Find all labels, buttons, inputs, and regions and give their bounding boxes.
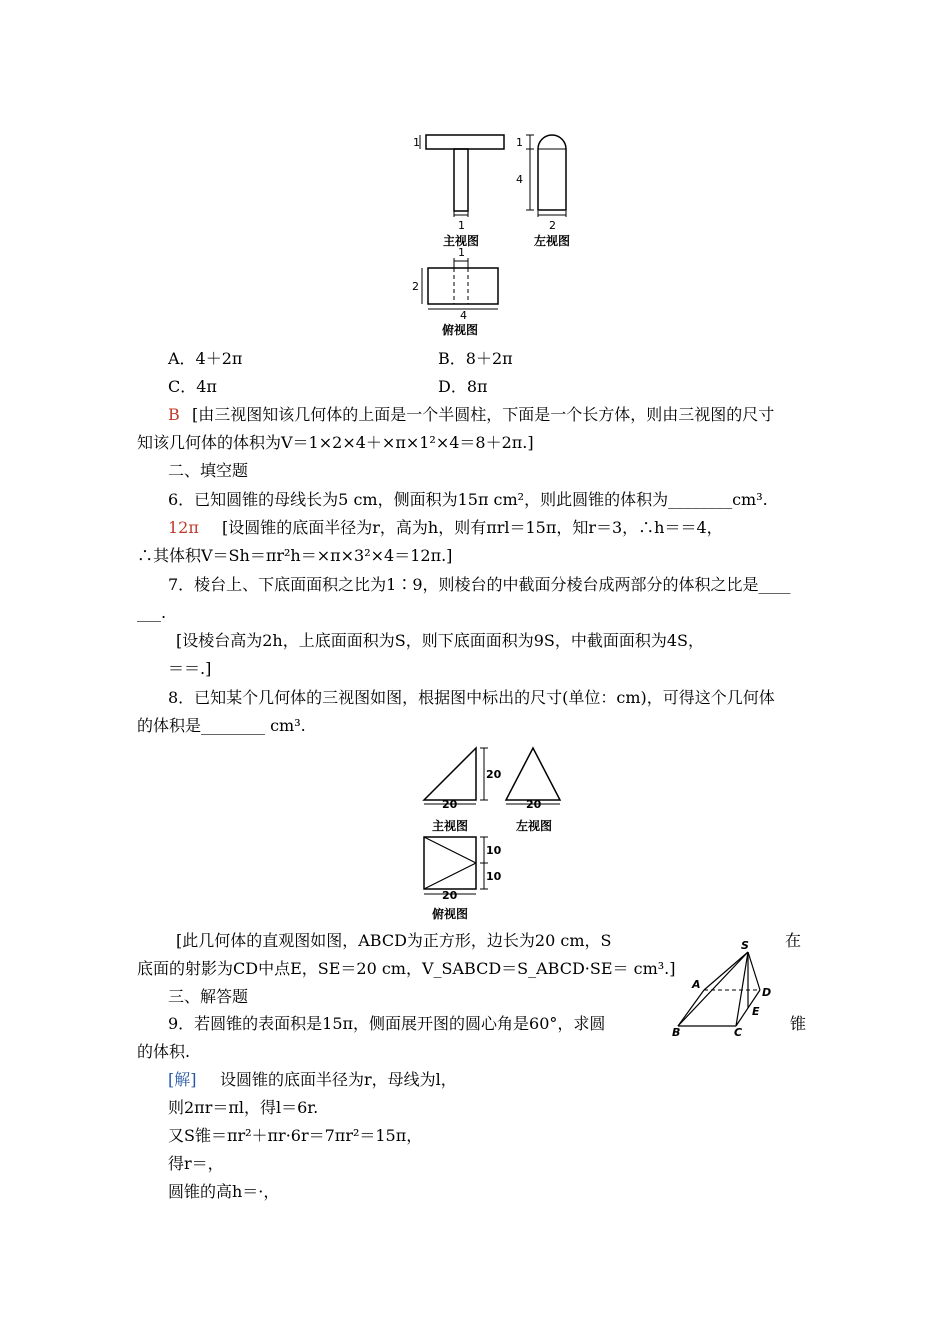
q6-explanation-1: [设圆锥的底面半径为r，高为h，则有πrl＝15π，知r＝3，∴h＝＝4， xyxy=(222,518,723,537)
pt-A: A xyxy=(692,978,701,991)
pt-B: B xyxy=(672,1026,681,1039)
fig2-top-title: 俯视图 xyxy=(432,907,469,921)
q8-explanation-1: [此几何体的直观图如图，ABCD为正方形，边长为20 cm，S xyxy=(176,931,612,950)
section-fill-in: 二、填空题 xyxy=(168,461,249,480)
fig1-top-title: 俯视图 xyxy=(442,323,479,337)
top-view-square xyxy=(424,837,476,889)
side-view-triangle xyxy=(506,748,560,800)
q9-solution-4: 得r＝， xyxy=(168,1154,224,1173)
pt-E: E xyxy=(752,1005,760,1018)
q9-solution-tag: [解] xyxy=(168,1070,197,1089)
fig2-front-title: 主视图 xyxy=(432,819,469,833)
dim-top-width: 4 xyxy=(460,309,467,322)
dim-front-h: 20 xyxy=(486,768,502,781)
option-c: C．4π xyxy=(168,377,217,396)
q9-text-1: 9．若圆锥的表面积是15π，侧面展开图的圆心角是60°，求圆 xyxy=(168,1014,606,1033)
q9-solution-1: 设圆锥的底面半径为r，母线为l， xyxy=(220,1070,457,1089)
front-view-stem xyxy=(454,149,468,211)
top-view-rect xyxy=(428,268,498,304)
q8-text-1: 8．已知某个几何体的三视图如图，根据图中标出的尺寸(单位：cm)，可得这个几何体 xyxy=(168,688,775,707)
dim-front-height: 1 xyxy=(413,136,420,149)
pt-S: S xyxy=(741,939,749,952)
front-view-top-bar xyxy=(426,135,504,149)
q9-solution-2: 则2πr＝πl，得l＝6r. xyxy=(168,1098,319,1117)
front-view-triangle xyxy=(424,748,476,800)
fig1-front-title: 主视图 xyxy=(443,234,480,248)
option-b: B．8＋2π xyxy=(438,349,513,368)
dim-top-inner: 1 xyxy=(458,246,465,259)
figure-pyramid xyxy=(668,938,783,1048)
dim-front-width: 1 xyxy=(458,219,465,232)
dim-side-width: 2 xyxy=(549,219,556,232)
q6-text: 6．已知圆锥的母线长为5 cm，侧面积为15π cm²，则此圆锥的体积为________cm³. xyxy=(168,490,768,509)
fig2-side-title: 左视图 xyxy=(516,819,553,833)
fig1-side-title: 左视图 xyxy=(534,234,571,248)
dim-top-a: 10 xyxy=(486,844,502,857)
dim-top-b: 10 xyxy=(486,870,502,883)
q9-text-2: 的体积. xyxy=(137,1042,191,1061)
q5-explanation-1: [由三视图知该几何体的上面是一个半圆柱，下面是一个长方体，则由三视图的尺寸 xyxy=(192,405,775,424)
q5-explanation-2: 知该几何体的体积为V＝1×2×4＋×π×1²×4＝8＋2π.] xyxy=(137,433,534,452)
dim-top-height: 2 xyxy=(412,280,419,293)
section-answer: 三、解答题 xyxy=(168,987,249,1006)
dim-front-w: 20 xyxy=(442,798,458,811)
dim-side-top: 1 xyxy=(516,136,523,149)
q7-explanation-2: ＝＝.] xyxy=(168,659,212,678)
q9-text-1-end: 锥 xyxy=(790,1014,807,1033)
q8-text-2: 的体积是________ cm³. xyxy=(137,716,306,735)
pt-C: C xyxy=(734,1026,743,1039)
q6-answer: 12π xyxy=(168,518,199,537)
dim-side-mid: 4 xyxy=(516,173,523,186)
q7-explanation-1: [设棱台高为2h，上底面面积为S，则下底面面积为9S，中截面面积为4S， xyxy=(176,631,704,650)
q9-solution-3: 又S锥＝πr²＋πr·6r＝7πr²＝15π， xyxy=(168,1126,423,1145)
q8-explanation-2: 底面的射影为CD中点E，SE＝20 cm，V_SABCD＝S_ABCD·SE＝ cm³.] xyxy=(137,959,676,978)
option-d: D．8π xyxy=(438,377,488,396)
q5-answer: B xyxy=(168,405,180,424)
dim-top-w: 20 xyxy=(442,889,458,902)
q7-text: 7．棱台上、下底面面积之比为1∶9，则棱台的中截面分棱台成两部分的体积之比是____ xyxy=(168,575,791,594)
q8-explanation-1-end: 在 xyxy=(785,931,802,950)
pt-D: D xyxy=(762,986,772,999)
q7-text-2: ___. xyxy=(137,603,167,622)
option-a: A．4＋2π xyxy=(168,349,243,368)
q9-solution-5: 圆锥的高h＝·， xyxy=(168,1182,280,1201)
q6-explanation-2: ∴其体积V＝Sh＝πr²h＝×π×3²×4＝12π.] xyxy=(137,546,453,565)
side-view-shape xyxy=(538,135,566,210)
dim-side-w: 20 xyxy=(526,798,542,811)
